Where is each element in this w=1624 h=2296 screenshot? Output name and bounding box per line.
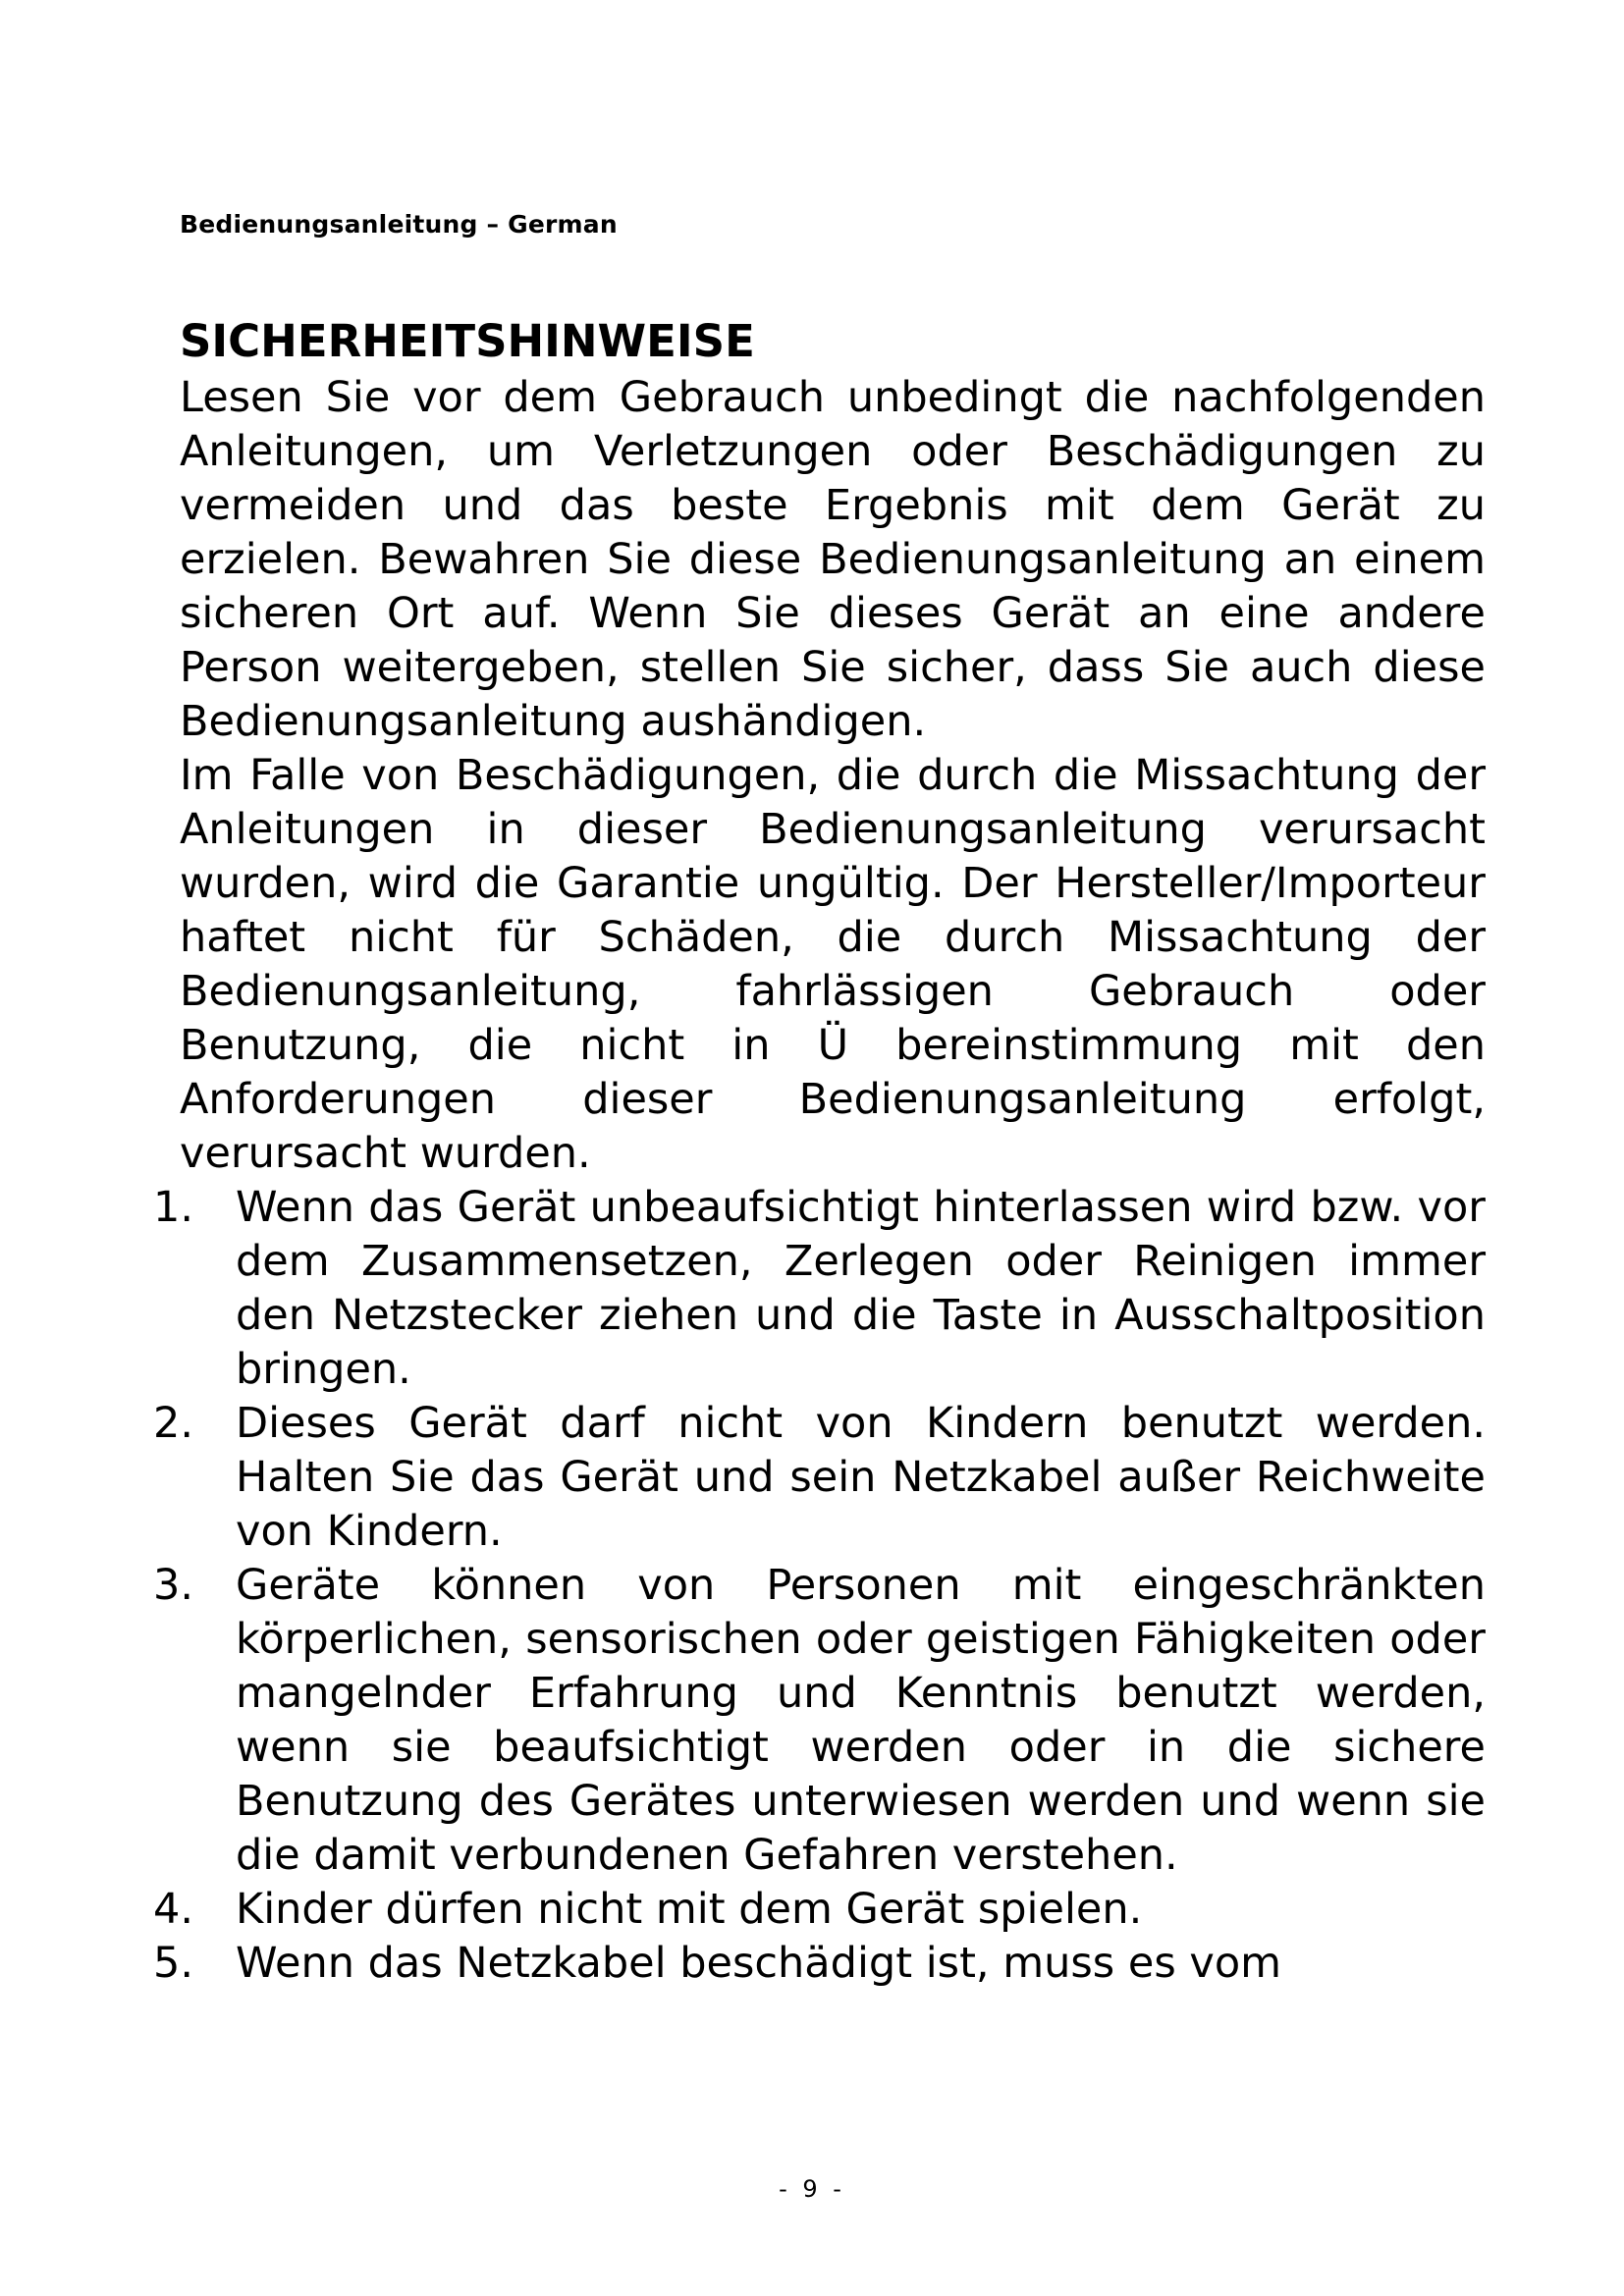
list-item: [153, 1397, 1486, 1559]
list-item-number: 1.: [153, 1183, 194, 1232]
list-item-text: Wenn das Gerät unbeaufsichtigt hinterlassen wird bzw. vor dem Zusammensetzen, Zerlegen oder Reinigen immer den Netzstecker ziehen und die Taste in Ausschaltposition bringen.: [236, 1183, 1486, 1394]
list-item-text: Wenn das Netzkabel beschädigt ist, muss es vom: [236, 1939, 1282, 1988]
safety-section: [153, 312, 1486, 1991]
page-number: - 9 -: [779, 2175, 845, 2203]
section-heading: SICHERHEITSHINWEISE: [180, 315, 755, 367]
list-item-number: 3.: [153, 1561, 194, 1610]
safety-instructions-list: [153, 1181, 1486, 1991]
running-header: Bedienungsanleitung – German: [180, 210, 618, 239]
list-item-text: Geräte können von Personen mit eingeschränkten körperlichen, sensorischen oder geistigen Fähigkeiten oder mangelnder Erfahrung und Kenntnis benutzt werden, wenn sie beaufsichtigt werden oder in die sichere Benutzung des Gerätes unterwiesen werden und wenn sie die damit verbundenen Gefahren verstehen.: [236, 1561, 1486, 1880]
list-item-number: 2.: [153, 1399, 194, 1448]
list-item-number: 4.: [153, 1885, 194, 1934]
list-item: [153, 1937, 1486, 1991]
list-item-text: Kinder dürfen nicht mit dem Gerät spielen.: [236, 1885, 1143, 1934]
warranty-paragraph: Im Falle von Beschädigungen, die durch die Missachtung der Anleitungen in dieser Bedienungsanleitung verursacht wurden, wird die Garantie ungültig. Der Hersteller/Importeur haftet nicht für Schäden, die durch Missachtung der Bedienungsanleitung, fahrlässigen Gebrauch oder Benutzung, die nicht in Ü bereinstimmung mit den Anforderungen dieser Bedienungsanleitung erfolgt, verursacht wurden.: [180, 751, 1486, 1178]
list-item-text: Dieses Gerät darf nicht von Kindern benutzt werden. Halten Sie das Gerät und sein Netzkabel außer Reichweite von Kindern.: [236, 1399, 1486, 1556]
list-item-number: 5.: [153, 1939, 194, 1988]
intro-paragraph: Lesen Sie vor dem Gebrauch unbedingt die nachfolgenden Anleitungen, um Verletzungen oder Beschädigungen zu vermeiden und das beste Ergebnis mit dem Gerät zu erzielen. Bewahren Sie diese Bedienungsanleitung an einem sicheren Ort auf. Wenn Sie dieses Gerät an eine andere Person weitergeben, stellen Sie sicher, dass Sie auch diese Bedienungsanleitung aushändigen.: [180, 373, 1486, 746]
list-item: [153, 1883, 1486, 1937]
list-item: [153, 1181, 1486, 1397]
list-item: [153, 1559, 1486, 1883]
